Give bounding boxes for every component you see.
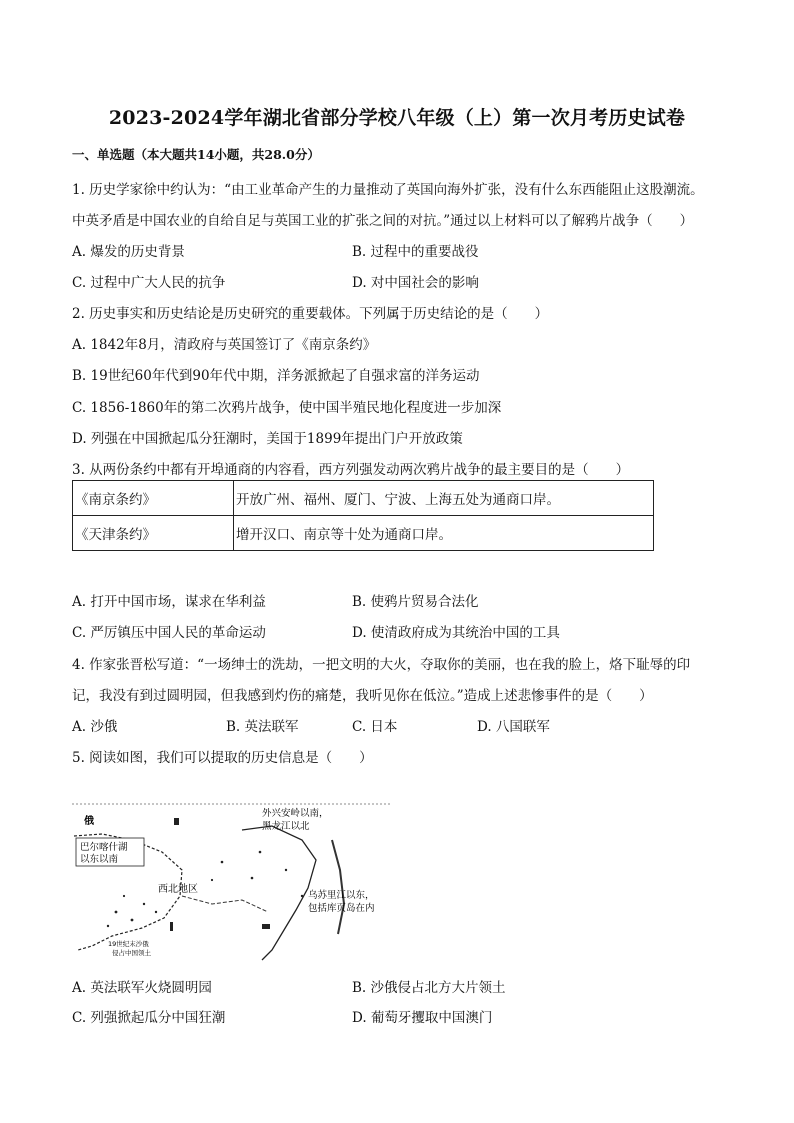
treaty-table [72, 480, 654, 551]
table-cell: 增开汉口、南京等十处为通商口岸。 [234, 516, 654, 551]
q1-option-b: B. 过程中的重要战役 [352, 244, 479, 260]
q1-option-d: D. 对中国社会的影响 [352, 275, 479, 291]
table-row [73, 481, 654, 516]
q4-option-c: C. 日本 [352, 719, 398, 735]
map-label-bottom-2: 侵占中国领土 [112, 949, 151, 957]
q3-option-a: A. 打开中国市场，谋求在华利益 [72, 594, 266, 610]
table-row [73, 516, 654, 551]
q2-option-b: B. 19世纪60年代到90年代中期，洋务派掀起了自强求富的洋务运动 [72, 368, 480, 384]
q1-option-c: C. 过程中广大人民的抗争 [72, 275, 226, 291]
q4-option-b: B. 英法联军 [226, 719, 299, 735]
table-cell: 《南京条约》 [73, 481, 234, 516]
q3-option-d: D. 使清政府成为其统治中国的工具 [352, 625, 560, 641]
q5-option-d: D. 葡萄牙攫取中国澳门 [352, 1010, 493, 1026]
table-cell: 《天津条约》 [73, 516, 234, 551]
map-label-balkhash-2: 以东以南 [80, 854, 119, 865]
q3-option-c: C. 严厉镇压中国人民的革命运动 [72, 625, 266, 641]
map-label-wusuli-2: 包括库页岛在内 [308, 903, 375, 914]
q2-option-a: A. 1842年8月，清政府与英国签订了《南京条约》 [72, 337, 377, 353]
q4-stem-line1: 4. 作家张晋松写道：“一场绅士的洗劫，一把文明的大火，夺取你的美丽，也在我的脸上，烙下耻辱的印 [72, 657, 691, 673]
map-label-russia: 俄 [84, 816, 94, 827]
q4-option-d: D. 八国联军 [477, 719, 550, 735]
map-label-xinganling-1: 外兴安岭以南， [262, 808, 329, 819]
q5-option-c: C. 列强掀起瓜分中国狂潮 [72, 1010, 226, 1026]
q3-option-b: B. 使鸦片贸易合法化 [352, 594, 479, 610]
section-heading: 一、单选题（本大题共14小题，共28.0分） [72, 147, 320, 162]
map-label-bottom-1: 19世纪末沙俄 [108, 940, 149, 948]
q4-option-a: A. 沙俄 [72, 719, 118, 735]
q2-option-c: C. 1856-1860年的第二次鸦片战争，使中国半殖民地化程度进一步加深 [72, 400, 502, 416]
q5-option-b: B. 沙俄侵占北方大片领土 [352, 980, 506, 996]
map-image [72, 800, 390, 962]
page-title: 2023-2024学年湖北省部分学校八年级（上）第一次月考历史试卷 [108, 107, 686, 129]
map-label-xinganling-2: 黑龙江以北 [262, 821, 310, 832]
q3-stem: 3. 从两份条约中都有开埠通商的内容看，西方列强发动两次鸦片战争的最主要目的是（ ） [72, 462, 630, 478]
map-label-northwest: 西北地区 [158, 884, 198, 895]
q5-option-a: A. 英法联军火烧圆明园 [72, 980, 212, 996]
map-label-balkhash-1: 巴尔喀什湖 [80, 842, 128, 853]
q1-option-a: A. 爆发的历史背景 [72, 244, 185, 260]
q1-stem-line1: 1. 历史学家徐中约认为：“由工业革命产生的力量推动了英国向海外扩张，没有什么东西能阻止这股潮流。 [72, 182, 704, 198]
table-cell: 开放广州、福州、厦门、宁波、上海五处为通商口岸。 [234, 481, 654, 516]
q2-option-d: D. 列强在中国掀起瓜分狂潮时，美国于1899年提出门户开放政策 [72, 431, 463, 447]
q2-stem: 2. 历史事实和历史结论是历史研究的重要载体。下列属于历史结论的是（ ） [72, 306, 549, 322]
q5-stem: 5. 阅读如图，我们可以提取的历史信息是（ ） [72, 750, 373, 766]
q1-stem-line2: 中英矛盾是中国农业的自给自足与英国工业的扩张之间的对抗。”通过以上材料可以了解鸦片战争（ ） [72, 213, 694, 229]
q4-stem-line2: 记，我没有到过圆明园，但我感到灼伤的痛楚，我听见你在低泣。”造成上述悲惨事件的是（ ） [72, 688, 653, 704]
map-label-wusuli-1: 乌苏里江以东， [308, 890, 375, 901]
